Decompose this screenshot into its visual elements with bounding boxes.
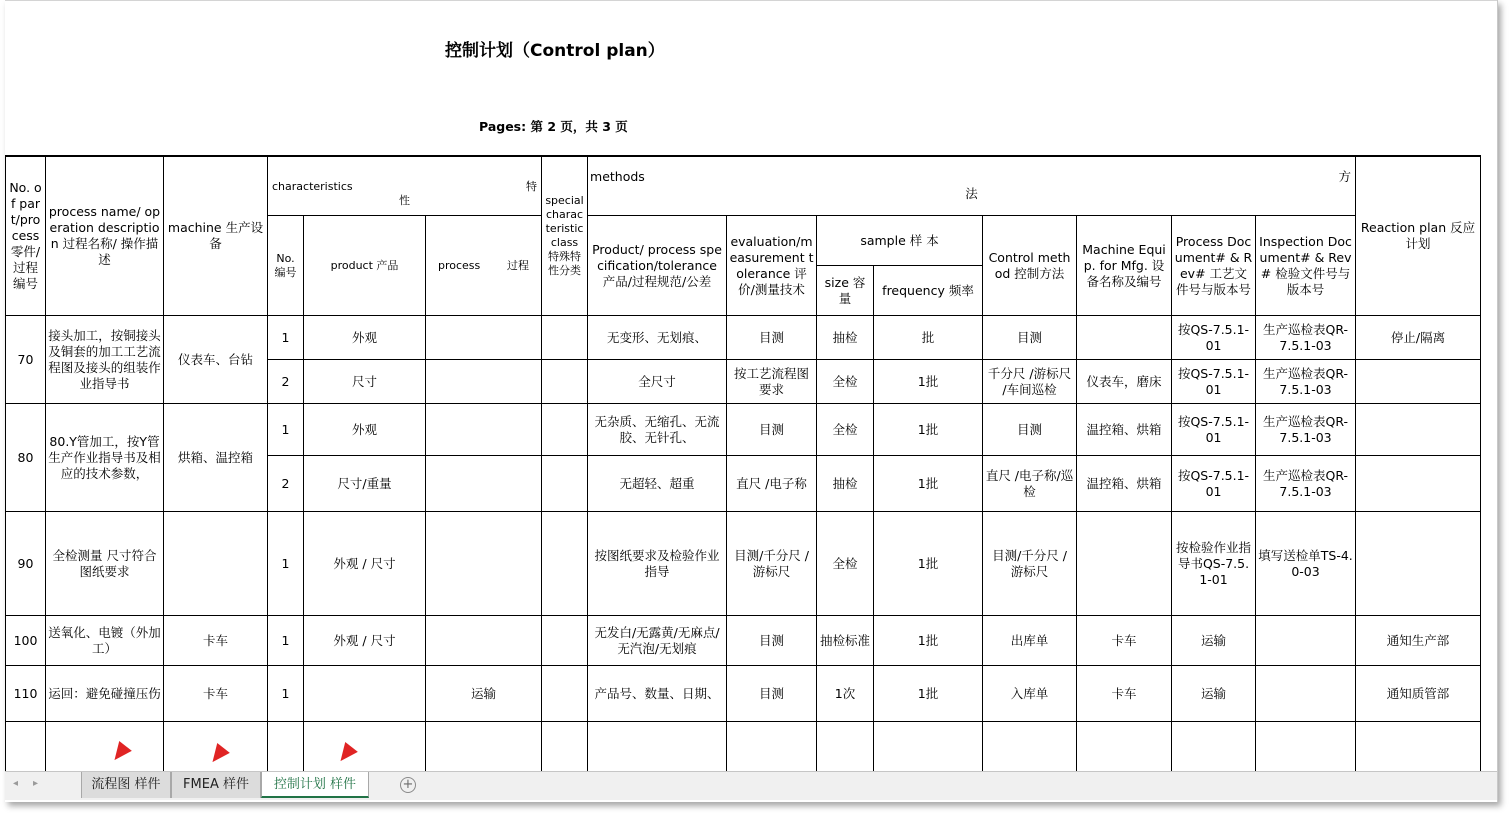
header-spec: Product/ process specification/tolerance 产品/过程规范/公差 [588, 216, 727, 316]
cell-control-method[interactable]: 目测/千分尺 / 游标尺 [983, 512, 1077, 616]
cell-frequency[interactable]: 1批 [874, 512, 983, 616]
header-evaluation: evaluation/measurement tolerance 评价/测量技术 [727, 216, 817, 316]
cell-spec[interactable]: 产品号、数量、日期、 [588, 666, 727, 722]
row-machine[interactable] [164, 512, 268, 616]
header-process-en: process [438, 258, 481, 272]
header-process-cn: 过程 [507, 258, 530, 272]
page-title: 控制计划（Control plan） [445, 41, 665, 61]
header-inspection-doc: Inspection Document# & Rev# 检验文件号与版本号 [1256, 216, 1356, 316]
header-product: product 产品 [304, 216, 426, 316]
cell-process-doc[interactable]: 按QS-7.5.1-01 [1172, 404, 1256, 456]
cell-inspection-doc[interactable]: 填写送检单TS-4.0-03 [1256, 512, 1356, 616]
page-count: Pages: 第 2 页，共 3 页 [479, 119, 628, 134]
cell-char-no[interactable]: 2 [268, 360, 304, 404]
header-char-no: No. 编号 [268, 216, 304, 316]
cell-spec[interactable]: 全尺寸 [588, 360, 727, 404]
cell-process[interactable] [426, 456, 542, 512]
cell-char-no[interactable]: 1 [268, 666, 304, 722]
cell-reaction-plan[interactable] [1356, 360, 1481, 404]
cell-size[interactable]: 全检 [817, 360, 874, 404]
header-characteristics-en: characteristics [272, 180, 353, 193]
cell-control-method[interactable]: 目测 [983, 404, 1077, 456]
cell-inspection-doc[interactable]: 生产巡检表QR-7.5.1-03 [1256, 456, 1356, 512]
cell-machine-equip[interactable]: 仪表车，磨床 [1077, 360, 1172, 404]
cell-evaluation[interactable]: 目测/千分尺 /游标尺 [727, 512, 817, 616]
cell-char-no[interactable]: 1 [268, 512, 304, 616]
cell-char-no[interactable]: 1 [268, 616, 304, 666]
cell-evaluation[interactable]: 目测 [727, 616, 817, 666]
cell-spec[interactable]: 无变形、无划痕、 [588, 316, 727, 360]
header-methods [588, 156, 1356, 216]
cell-product[interactable]: 尺寸/重量 [304, 456, 426, 512]
header-machine: machine 生产设备 [164, 156, 268, 316]
cell-control-method[interactable]: 直尺 /电子称/巡检 [983, 456, 1077, 512]
header-process-doc: Process Document# & Rev# 工艺文件号与版本号 [1172, 216, 1256, 316]
cell-frequency[interactable]: 1批 [874, 666, 983, 722]
cell-control-method[interactable]: 入库单 [983, 666, 1077, 722]
cell-special[interactable] [542, 456, 588, 512]
header-special-class: special characteristic class 特殊特性分类 [542, 156, 588, 316]
cell-spec[interactable]: 无杂质、无缩孔、无流胶、无针孔、 [588, 404, 727, 456]
control-plan-table [5, 155, 1481, 782]
cell-size[interactable]: 1次 [817, 666, 874, 722]
cell-evaluation[interactable]: 直尺 /电子称 [727, 456, 817, 512]
cell-frequency[interactable]: 批 [874, 316, 983, 360]
cell-process-doc[interactable]: 按检验作业指导书QS-7.5.1-01 [1172, 512, 1256, 616]
header-control-method: Control method 控制方法 [983, 216, 1077, 316]
cell-size[interactable]: 全检 [817, 512, 874, 616]
cell-evaluation[interactable]: 目测 [727, 316, 817, 360]
cell-machine-equip[interactable]: 温控箱、烘箱 [1077, 404, 1172, 456]
header-methods-en: methods [590, 169, 645, 184]
row-machine[interactable]: 卡车 [164, 666, 268, 722]
cell-inspection-doc[interactable] [1256, 616, 1356, 666]
cell-size[interactable]: 抽检 [817, 316, 874, 360]
cell-frequency[interactable]: 1批 [874, 360, 983, 404]
cell-size[interactable]: 抽检标准 [817, 616, 874, 666]
cell-reaction-plan[interactable]: 通知生产部 [1356, 616, 1481, 666]
row-no[interactable]: 90 [6, 512, 46, 616]
row-process-name[interactable]: 接头加工，按铜接头及铜套的加工工艺流程图及接头的组装作业指导书 [46, 316, 164, 404]
cell-reaction-plan[interactable]: 通知质管部 [1356, 666, 1481, 722]
row-machine[interactable]: 仪表车、台钻 [164, 316, 268, 404]
grid-top-line [5, 0, 1497, 1]
cell-machine-equip[interactable]: 卡车 [1077, 666, 1172, 722]
cell-process[interactable] [426, 512, 542, 616]
cell-process[interactable] [426, 360, 542, 404]
cell-special[interactable] [542, 512, 588, 616]
cell-inspection-doc[interactable]: 生产巡检表QR-7.5.1-03 [1256, 404, 1356, 456]
row-process-name[interactable]: 80.Y管加工，按Y管生产作业指导书及相应的技术参数， [46, 404, 164, 512]
cell-reaction-plan[interactable] [1356, 456, 1481, 512]
cell-size[interactable]: 全检 [817, 404, 874, 456]
cell-special[interactable] [542, 616, 588, 666]
cell-spec[interactable]: 无发白/无露黄/无麻点/无汽泡/无划痕 [588, 616, 727, 666]
cell-char-no[interactable]: 1 [268, 316, 304, 360]
cell-process-doc[interactable]: 按QS-7.5.1-01 [1172, 360, 1256, 404]
cell-process-doc[interactable]: 运输 [1172, 666, 1256, 722]
cell-control-method[interactable]: 目测 [983, 316, 1077, 360]
cell-machine-equip[interactable] [1077, 316, 1172, 360]
cell-process-doc[interactable]: 按QS-7.5.1-01 [1172, 456, 1256, 512]
header-characteristics-cn2: 性 [399, 194, 410, 207]
header-frequency: frequency 频率 [874, 266, 983, 316]
header-machine-equip: Machine Equip. for Mfg. 设备名称及编号 [1077, 216, 1172, 316]
cell-machine-equip[interactable]: 卡车 [1077, 616, 1172, 666]
row-process-name[interactable]: 运回：避免碰撞压伤 [46, 666, 164, 722]
spreadsheet-sheet[interactable] [5, 0, 1498, 802]
header-size: size 容 量 [817, 266, 874, 316]
cell-reaction-plan[interactable] [1356, 512, 1481, 616]
row-no[interactable]: 100 [6, 616, 46, 666]
cell-product[interactable]: 外观 [304, 316, 426, 360]
sheet-tab-bar [5, 771, 1497, 800]
cell-special[interactable] [542, 316, 588, 360]
cell-product[interactable]: 外观 / 尺寸 [304, 616, 426, 666]
row-no[interactable]: 110 [6, 666, 46, 722]
sheet-tab-flowchart[interactable]: 流程图 样件 [81, 772, 171, 798]
row-machine[interactable]: 卡车 [164, 616, 268, 666]
header-reaction-plan: Reaction plan 反应计划 [1356, 156, 1481, 316]
cell-process[interactable] [426, 404, 542, 456]
row-no[interactable]: 70 [6, 316, 46, 404]
cell-frequency[interactable]: 1批 [874, 456, 983, 512]
cell-char-no[interactable]: 2 [268, 456, 304, 512]
cell-process[interactable] [426, 316, 542, 360]
cell-inspection-doc[interactable]: 生产巡检表QR-7.5.1-03 [1256, 360, 1356, 404]
cell-product[interactable]: 外观 [304, 404, 426, 456]
cell-product[interactable]: 外观 / 尺寸 [304, 512, 426, 616]
cell-evaluation[interactable]: 按工艺流程图要求 [727, 360, 817, 404]
cell-inspection-doc[interactable]: 生产巡检表QR-7.5.1-03 [1256, 316, 1356, 360]
cell-reaction-plan[interactable]: 停止/隔离 [1356, 316, 1481, 360]
cell-control-method[interactable]: 出库单 [983, 616, 1077, 666]
sheet-tab-fmea[interactable]: FMEA 样件 [171, 772, 261, 798]
cell-process-doc[interactable]: 按QS-7.5.1-01 [1172, 316, 1256, 360]
cell-special[interactable] [542, 666, 588, 722]
cell-process-doc[interactable]: 运输 [1172, 616, 1256, 666]
cell-reaction-plan[interactable] [1356, 404, 1481, 456]
cell-evaluation[interactable]: 目测 [727, 404, 817, 456]
cell-inspection-doc[interactable] [1256, 666, 1356, 722]
cell-frequency[interactable]: 1批 [874, 616, 983, 666]
scroll-right-icon[interactable]: ▸ [33, 778, 39, 789]
header-process-name: process name/ operation description 过程名称/ 操作描述 [46, 156, 164, 316]
cell-frequency[interactable]: 1批 [874, 404, 983, 456]
cell-evaluation[interactable]: 目测 [727, 666, 817, 722]
scroll-left-icon[interactable]: ◂ [13, 778, 19, 789]
header-process [426, 216, 542, 316]
cell-size[interactable]: 抽检 [817, 456, 874, 512]
cell-char-no[interactable]: 1 [268, 404, 304, 456]
row-process-name[interactable]: 全检测量 尺寸符合图纸要求 [46, 512, 164, 616]
header-characteristics-cn1: 特 [526, 180, 538, 193]
cell-product[interactable] [304, 666, 426, 722]
sheet-tab-control-plan[interactable]: 控制计划 样件 [261, 772, 369, 798]
cell-special[interactable] [542, 404, 588, 456]
cell-special[interactable] [542, 360, 588, 404]
header-methods-cn2: 法 [965, 186, 978, 201]
header-methods-cn1: 方 [1338, 169, 1352, 184]
cell-machine-equip[interactable] [1077, 512, 1172, 616]
cell-spec[interactable]: 无超轻、超重 [588, 456, 727, 512]
cell-product[interactable]: 尺寸 [304, 360, 426, 404]
add-sheet-icon[interactable]: + [400, 777, 416, 793]
header-sample: sample 样 本 [817, 216, 983, 266]
cell-process[interactable]: 运输 [426, 666, 542, 722]
cell-control-method[interactable]: 千分尺 /游标尺 /车间巡检 [983, 360, 1077, 404]
header-characteristics [268, 156, 542, 216]
cell-spec[interactable]: 按图纸要求及检验作业指导 [588, 512, 727, 616]
row-no[interactable]: 80 [6, 404, 46, 512]
cell-process[interactable] [426, 616, 542, 666]
row-process-name[interactable]: 送氧化、电镀（外加工） [46, 616, 164, 666]
cell-machine-equip[interactable]: 温控箱、烘箱 [1077, 456, 1172, 512]
header-part-no: No. of part/process 零件/过程编号 [6, 156, 46, 316]
row-machine[interactable]: 烘箱、温控箱 [164, 404, 268, 512]
